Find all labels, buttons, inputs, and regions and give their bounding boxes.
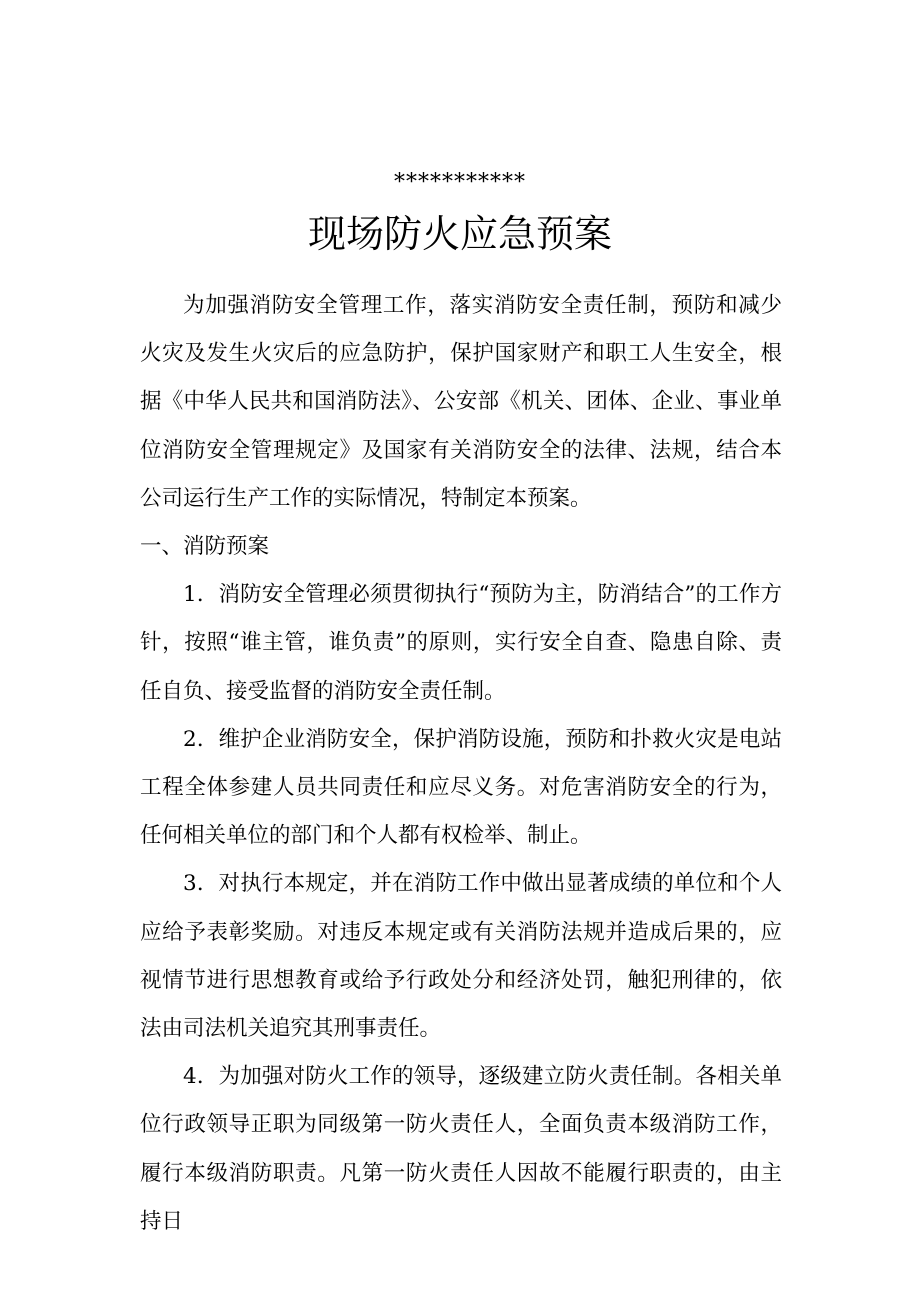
document-title: 现场防火应急预案: [307, 212, 612, 256]
intro-paragraph: 为加强消防安全管理工作，落实消防安全责任制，预防和减少火灾及发生火灾后的应急防护，保护国家财产和职工人生安全，根据《中华人民共和国消防法》、公安部《机关、团体、企业、事业单位消防安全管理规定》及国家有关消防安全的法律、法规，结合本公司运行生产工作的实际情况，特制定本预案。: [140, 293, 782, 511]
clause-3: 3．对执行本规定，并在消防工作中做出显著成绩的单位和个人应给予表彰奖励。对违反本规定或有关消防法规并造成后果的，应视情节进行思想教育或给予行政处分和经济处罚，触犯刑律的，依法由司法机关追究其刑事责任。: [140, 871, 782, 1042]
header-mark: ***********: [394, 170, 526, 195]
section-heading: 一、消防预案: [140, 534, 270, 560]
document-body: [140, 282, 782, 1246]
clause-4: 4．为加强对防火工作的领导，逐级建立防火责任制。各相关单位行政领导正职为同级第一防火责任人，全面负责本级消防工作，履行本级消防职责。凡第一防火责任人因故不能履行职责的，由主持日: [140, 1064, 782, 1234]
clause-2: 2．维护企业消防安全，保护消防设施，预防和扑救火灾是电站工程全体参建人员共同责任和应尽义务。对危害消防安全的行为，任何相关单位的部门和个人都有权检举、制止。: [140, 726, 782, 849]
clause-1: 1．消防安全管理必须贯彻执行“预防为主，防消结合”的工作方针，按照“谁主管，谁负责”的原则，实行安全自查、隐患自除、责任自负、接受监督的消防安全责任制。: [140, 582, 782, 704]
